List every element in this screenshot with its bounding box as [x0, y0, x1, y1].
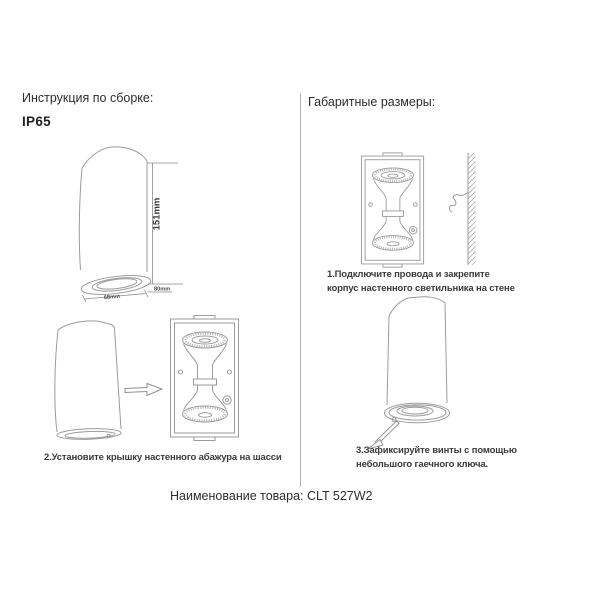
step3-line1: 3.Зафиксируйте винты с помощью: [356, 445, 517, 456]
lamp-body-drawing: [79, 147, 151, 298]
chassis-drawing: [171, 316, 239, 441]
ip-rating-label: IP65: [22, 114, 51, 129]
wall-hatch: [469, 153, 476, 265]
step1-line1: 1.Подключите провода и закрепите: [327, 269, 490, 280]
dimension-lamp-figure: [55, 142, 190, 307]
step3-figure: [330, 293, 530, 458]
section-divider: [300, 93, 301, 487]
step2-figure: [40, 312, 290, 447]
step3-instruction: [356, 444, 517, 471]
step3-line2: небольшого гаечного ключа.: [356, 458, 489, 470]
left-section-title: Инструкция по сборке:: [22, 91, 154, 105]
lamp-body-drawing: [385, 297, 450, 423]
product-name-label: Наименование товара: CLT 527W2: [170, 489, 373, 503]
power-wire: [449, 193, 467, 213]
height-dimension-label: 151mm: [151, 197, 163, 231]
step2-instruction: 2.Установите крышку настенного абажура на шасси: [44, 452, 282, 463]
lamp-cover-drawing: [55, 321, 121, 440]
depth-dimension-label: 80mm: [154, 286, 171, 293]
chassis-drawing: [361, 153, 423, 267]
width-dimension-label: 68mm: [103, 293, 121, 302]
step1-line2: корпус настенного светильника на стене: [327, 282, 515, 294]
step1-figure: [358, 149, 483, 274]
right-section-title: Габаритные размеры:: [308, 95, 436, 109]
dimension-lines: [83, 163, 184, 302]
step1-instruction: [327, 268, 515, 295]
arrow-right-icon: [125, 384, 162, 396]
